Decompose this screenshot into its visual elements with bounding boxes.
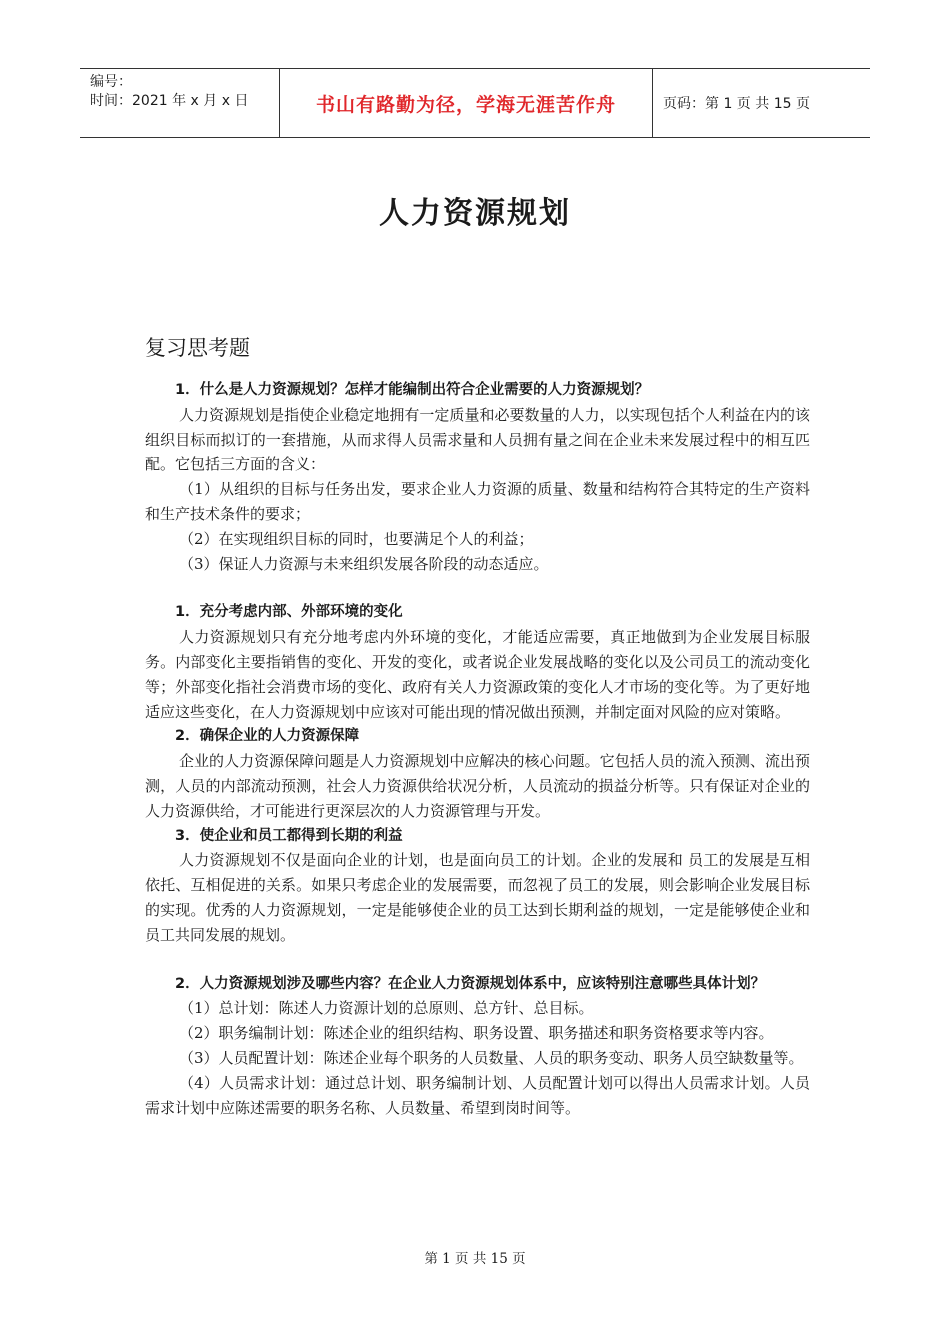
page-footer: 第 1 页 共 15 页 <box>424 1251 526 1267</box>
question-heading: 1．充分考虑内部、外部环境的变化 <box>175 604 403 621</box>
body-paragraph: 企业的人力资源保障问题是人力资源规划中应解决的核心问题。它包括人员的流入预测、流出预测，人员的内部流动预测，社会人力资源供给状况分析，人员流动的损益分析等。只有保证对企业的人力资源供给，才可能进行更深层次的人力资源管理与开发。 <box>145 752 810 820</box>
motto: 书山有路勤为径，学海无涯苦作舟 <box>280 69 653 137</box>
body-paragraph: 人力资源规划不仅是面向企业的计划，也是面向员工的计划。企业的发展和 员工的发展是互相依托、互相促进的关系。如果只考虑企业的发展需要，而忽视了员工的发展，则会影响企业发展目标的实现。优秀的人力资源规划，一定是能够使企业的员工达到长期利益的规划，一定是能够使企业和员工共同发展的规划。 <box>145 851 810 944</box>
question-heading: 1．什么是人力资源规划？怎样才能编制出符合企业需要的人力资源规划？ <box>175 382 650 398</box>
body-paragraph: （1）总计划：陈述人力资源计划的总原则、总方针、总目标。 <box>179 999 594 1018</box>
document-body <box>145 378 810 1120</box>
body-paragraph: 人力资源规划是指使企业稳定地拥有一定质量和必要数量的人力，以实现包括个人利益在内的该组织目标而拟订的一套措施，从而求得人员需求量和人员拥有量之间在企业未来发展过程中的相互匹配。它包括三方面的含义： <box>145 405 810 474</box>
body-paragraph: （2）职务编制计划：陈述企业的组织结构、职务设置、职务描述和职务资格要求等内容。 <box>179 1024 774 1043</box>
question-heading: 2．人力资源规划涉及哪些内容？在企业人力资源规划体系中，应该特别注意哪些具体计划？ <box>175 975 766 992</box>
body-paragraph: （3）保证人力资源与未来组织发展各阶段的动态适应。 <box>179 554 549 573</box>
body-paragraph: （4）人员需求计划：通过总计划、职务编制计划、人员配置计划可以得出人员需求计划。人员需求计划中应陈述需要的职务名称、人员数量、希望到岗时间等。 <box>145 1073 810 1117</box>
question-heading: 2．确保企业的人力资源保障 <box>175 728 360 745</box>
header-table <box>80 68 870 138</box>
serial-label: 编号： <box>90 74 132 90</box>
body-paragraph: 人力资源规划只有充分地考虑内外环境的变化，才能适应需要，真正地做到为企业发展目标服务。内部变化主要指销售的变化、开发的变化，或者说企业发展战略的变化以及公司员工的流动变化等；外部变化指社会消费市场的变化、政府有关人力资源政策的变化人才市场的变化等。为了更好地适应这些变化，在人力资源规划中应该对可能出现的情况做出预测，并制定面对风险的应对策略。 <box>145 628 810 721</box>
question-heading: 3．使企业和员工都得到长期的利益 <box>175 827 403 844</box>
body-paragraph: （2）在实现组织目标的同时，也要满足个人的利益； <box>179 529 534 548</box>
page-info: 页码：第 1 页 共 15 页 <box>663 96 810 112</box>
time-label: 时间：2021 年 x 月 x 日 <box>90 93 249 109</box>
section-heading: 复习思考题 <box>145 336 250 360</box>
paragraph-gap <box>145 948 810 972</box>
body-paragraph: （3）人员配置计划：陈述企业每个职务的人员数量、人员的职务变动、职务人员空缺数量等。 <box>179 1048 804 1067</box>
header-meta-cell <box>80 69 280 137</box>
paragraph-gap <box>145 576 810 600</box>
body-paragraph: （1）从组织的目标与任务出发，要求企业人力资源的质量、数量和结构符合其特定的生产资料和生产技术条件的要求； <box>145 480 810 523</box>
document-title: 人力资源规划 <box>379 196 571 231</box>
